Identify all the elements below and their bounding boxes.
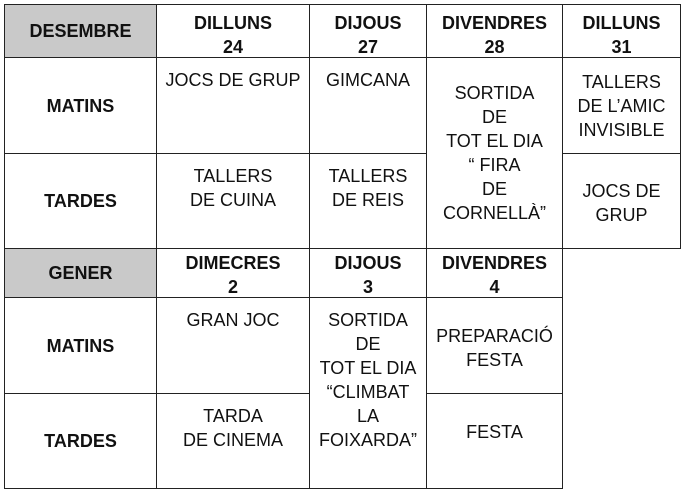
day-number: 28 — [484, 37, 505, 57]
day-header — [309, 4, 427, 58]
activity-cell — [156, 297, 310, 394]
activity-cell — [156, 57, 310, 154]
row-label-tardes — [4, 393, 157, 489]
activity-text: FESTA — [466, 350, 523, 370]
activity-text: SORTIDA — [454, 83, 535, 103]
activity-text: CORNELLÀ” — [442, 203, 547, 223]
activity-cell — [156, 393, 310, 489]
day-name: DILLUNS — [582, 13, 661, 33]
row-label-matins — [4, 297, 157, 394]
day-name: DIVENDRES — [441, 13, 548, 33]
day-number: 27 — [357, 37, 379, 57]
activity-text: “ FIRA — [468, 155, 521, 175]
activity-cell — [156, 153, 310, 249]
month-header-desembre — [4, 4, 157, 58]
activity-text: “CLIMBAT — [326, 382, 410, 402]
activity-text: FOIXARDA” — [318, 430, 417, 450]
activity-text: LA — [356, 406, 380, 426]
day-header — [562, 4, 681, 58]
activity-cell — [426, 393, 563, 489]
day-header — [156, 248, 310, 298]
activity-text: JOCS DE — [582, 181, 661, 201]
month-label: GENER — [48, 263, 113, 283]
day-number: 3 — [362, 277, 373, 297]
activity-text: GIMCANA — [325, 70, 410, 90]
month-label: DESEMBRE — [29, 21, 132, 41]
day-name: DIJOUS — [334, 13, 402, 33]
activity-text: TALLERS — [328, 166, 408, 186]
activity-text: TOT EL DIA — [319, 358, 417, 378]
activity-text: JOCS DE GRUP — [165, 70, 301, 90]
day-name: DIMECRES — [185, 253, 281, 273]
activity-text: TARDA — [203, 406, 263, 426]
activity-text: GRUP — [595, 205, 648, 225]
day-header — [156, 4, 310, 58]
activity-cell — [562, 57, 681, 154]
activity-cell-full-day — [309, 297, 427, 489]
day-name: DILLUNS — [194, 13, 272, 33]
activity-text: INVISIBLE — [578, 119, 665, 140]
month-header-gener — [4, 248, 157, 298]
activity-cell — [562, 153, 681, 249]
row-label: MATINS — [46, 335, 115, 356]
activity-cell — [309, 57, 427, 154]
activity-cell — [426, 297, 563, 394]
activity-text: DE — [481, 179, 507, 199]
row-label-tardes — [4, 153, 157, 249]
activity-text: FESTA — [466, 422, 523, 442]
activity-text: TALLERS — [193, 166, 273, 186]
activity-text: DE CUINA — [189, 190, 276, 210]
activity-text: DE — [355, 334, 381, 354]
activity-text: DE L’AMIC — [577, 95, 666, 116]
activity-text: GRAN JOC — [186, 310, 280, 330]
activity-text: DE CINEMA — [182, 430, 283, 450]
activity-text: DE — [481, 107, 507, 127]
day-name: DIVENDRES — [441, 253, 548, 273]
day-header — [426, 4, 563, 58]
activity-cell — [309, 153, 427, 249]
activity-text: SORTIDA — [328, 310, 408, 330]
row-label: TARDES — [44, 431, 117, 451]
activity-text: TALLERS — [582, 71, 661, 92]
activity-text: DE REIS — [331, 190, 405, 210]
row-label: TARDES — [44, 191, 117, 211]
day-header — [309, 248, 427, 298]
day-number: 31 — [611, 37, 632, 57]
row-label-matins — [4, 57, 157, 154]
activity-cell-full-day — [426, 57, 563, 249]
row-label: MATINS — [46, 95, 115, 116]
activity-text: PREPARACIÓ — [436, 326, 553, 346]
day-name: DIJOUS — [334, 253, 402, 273]
activity-text: TOT EL DIA — [446, 131, 543, 151]
day-number: 4 — [489, 277, 500, 297]
day-number: 2 — [227, 277, 238, 297]
day-number: 24 — [222, 37, 244, 57]
day-header — [426, 248, 563, 298]
